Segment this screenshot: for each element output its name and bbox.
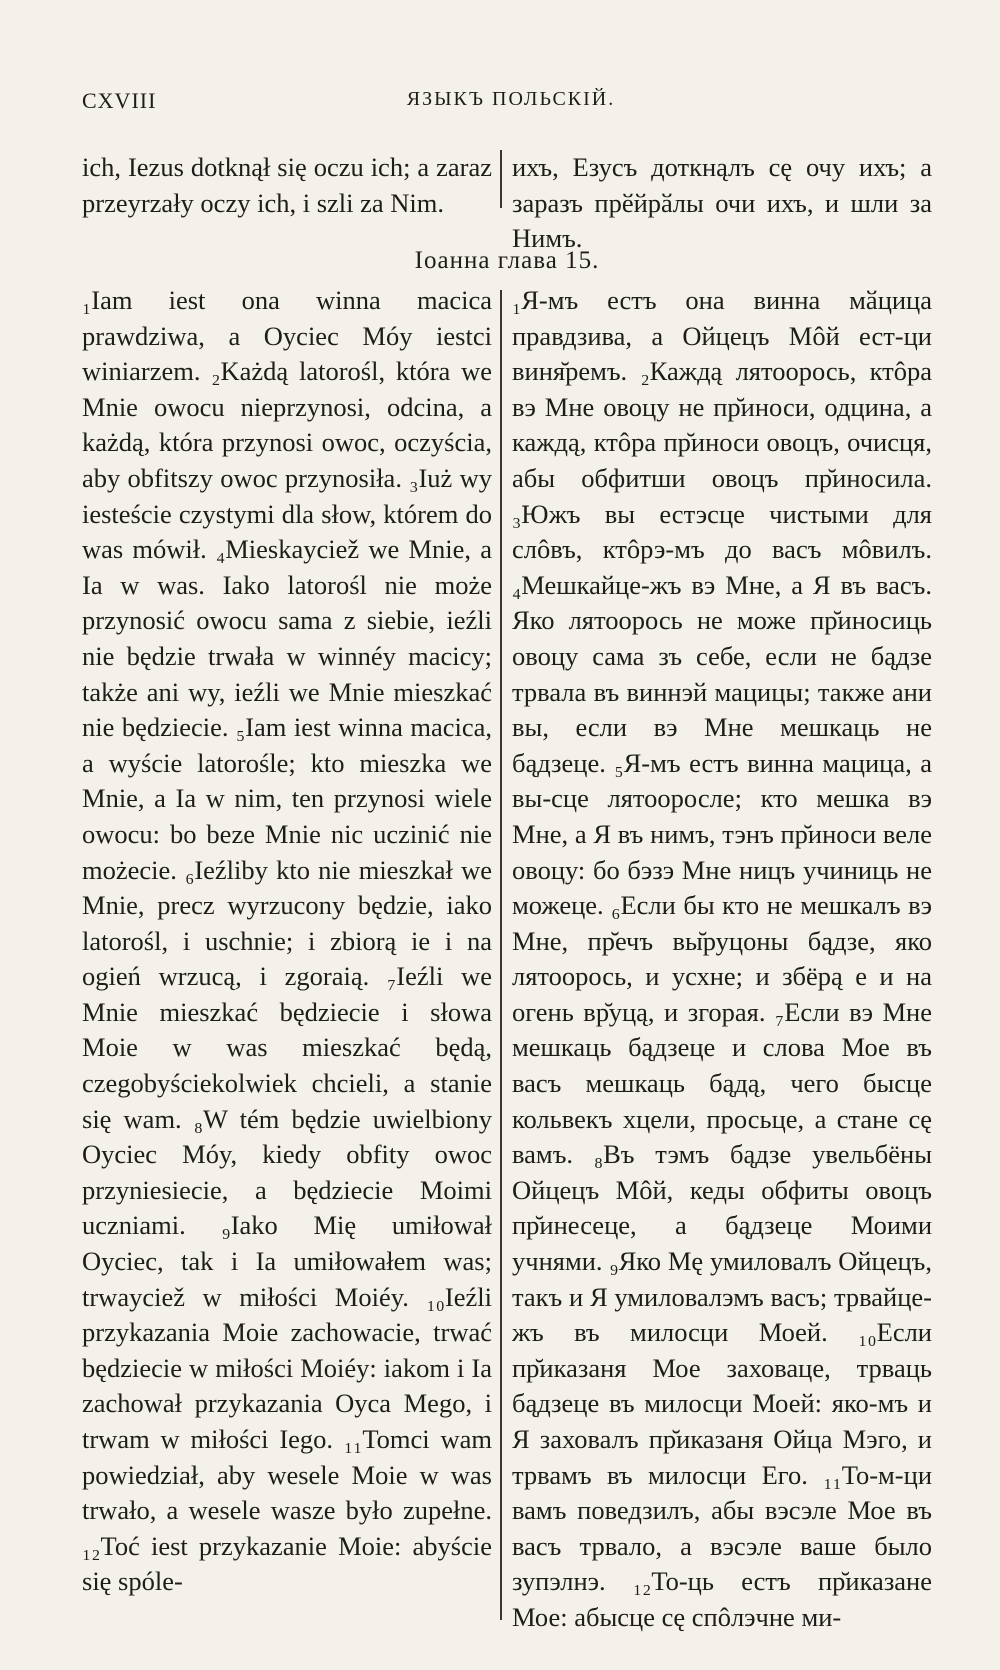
- chapter-title: Іоанна глава 15.: [414, 247, 600, 274]
- polish-top-text: ich, Iezus dotknął się oczu ich; a zaraz przeyrzały oczy ich, i szli za Nim.: [82, 152, 492, 218]
- cyrillic-column: [512, 283, 932, 1636]
- running-title: ЯЗЫКЪ ПОЛЬСКІЙ.: [406, 88, 616, 110]
- polish-column: [82, 283, 492, 1600]
- column-divider-top: [500, 150, 502, 208]
- cyrillic-column-top: [512, 150, 932, 257]
- page-number: CXVIII: [82, 88, 157, 113]
- cyrillic-top-text: ихъ, Езусъ доткнąлъ сę очу ихъ; а заразъ прӗйрӑлы очи ихъ, и шли за Нимъ.: [512, 152, 932, 254]
- cyrillic-body-text: ₁Я-мъ естъ она винна мӑцица правдзива, а Ойцецъ Мôй ест-ци виня̆ремъ. ₂Каждą лятоoрось, ктôра вэ Мне овоцу не пр̆иноси, одцина, а каждą, ктôра пр̆иноси овоцъ, очисця, абы обфитши овоцъ пр̆иносила. ₃Южъ вы естэсце чистыми для слôвъ, ктôрэ-мъ до васъ мôвилъ. ₄Мешкайце-жъ вэ Мне, а Я въ васъ. Яко лятоoрось не може пр̆иносиць овоцу сама зъ себе, если не бąдзе трвала въ виннэй мацицы; такжe ани вы, если вэ Мне мешкаць не бąдзеце. ₅Я-мъ естъ винна мацица, а вы-сце лятоoросле; кто мешка вэ Мне, а Я въ нимъ, тэнъ пр̆иноси веле овоцу: бо бэзэ Мне ницъ учиниць не можеце. ₆Если бы кто не мешкалъ вэ Мне, пр̆ечъ вы̆руцоны бąдзе, яко лятоoрось, и усхне; и збёрą е и на огень вр̆уцą, и згорая. ₇Если вэ Мне мешкаць бąдзеце и слова Мое въ васъ мешкаць бąдą, чего бысце кольвекъ хцели, просьце, а стане сę вамъ. ₈Въ тэмъ бąдзе увельбёны Ойцецъ Мôй, кеды обфиты овоцъ пр̆инесеце, а бąдзеце Моими учнями. ₉Яко Мę умиловалъ Ойцецъ, такъ и Я умиловалэмъ васъ; трвайце-жъ въ милосци Моей. ₁₀Если пр̆иказаня Мое заховаце, трваць бąдзеце въ милосци Моей: яко-мъ и Я заховалъ пр̆иказаня Ойца Мэго, и трвамъ въ милосци Его. ₁₁То-м-ци вамъ поведзилъ, абы вэсэле Мое въ васъ трвало, а вэсэле ваше было зупэлнэ. ₁₂То-ць естъ пр̆иказане Мое: абысце сę спôлэчне ми-: [512, 285, 932, 1632]
- polish-body-text: ₁Iam iest ona winna macica prawdziwa, a Oyciec Móy iestci winiarzem. ₂Każdą latorośl, która we Mnie owocu nieprzynosi, odcina, a każdą, która przynosi owoc, oczyścia, aby obfitszy owoc przynosiła. ₃Iuż wy iesteście czystymi dla słow, którem do was mówił. ₄Mieskayciež we Mnie, a Ia w was. Iako latorośl nie może przynosić owocu sama z siebie, ieźli nie będzie trwała w winnéy macicy; także ani wy, ieźli we Mnie mieszkać nie będziecie. ₅Iam iest winna macica, a wyście latorośle; kto mieszka we Mnie, a Ia w nim, ten przynosi wiele owocu: bo beze Mnie nic uczinić nie możecie. ₆Ieźliby kto nie mieszkał we Mnie, precz wyrzucony będzie, iako latorośl, i uschnie; i zbiorą ie i na ogień wrzucą, i zgoraią. ₇Ieźli we Mnie mieszkać będziecie i słowa Moie w was mieszkać będą, czegobyściekolwiek chcieli, a stanie się wam. ₈W tém będzie uwielbiony Oyciec Móy, kiedy obfity owoc przyniesiecie, a będziecie Moimi uczniami. ₉Iako Mię umiłował Oyciec, tak i Ia umiłowałem was; trwayciež w miłości Moiéy. ₁₀Ieźli przykazania Moie zachowacie, trwać będziecie w miłości Moiéy: iakom i Ia zachował przykazania Oyca Mego, i trwam w miłości Iego. ₁₁Tomci wam powiedział, aby wesele Moie w was trwało, a wesele wasze było zupełne. ₁₂Toć iest przykazanie Moie: abyście się spóle-: [82, 285, 492, 1597]
- page-header: [82, 88, 940, 128]
- polish-column-top: [82, 150, 492, 221]
- column-divider: [500, 290, 502, 1620]
